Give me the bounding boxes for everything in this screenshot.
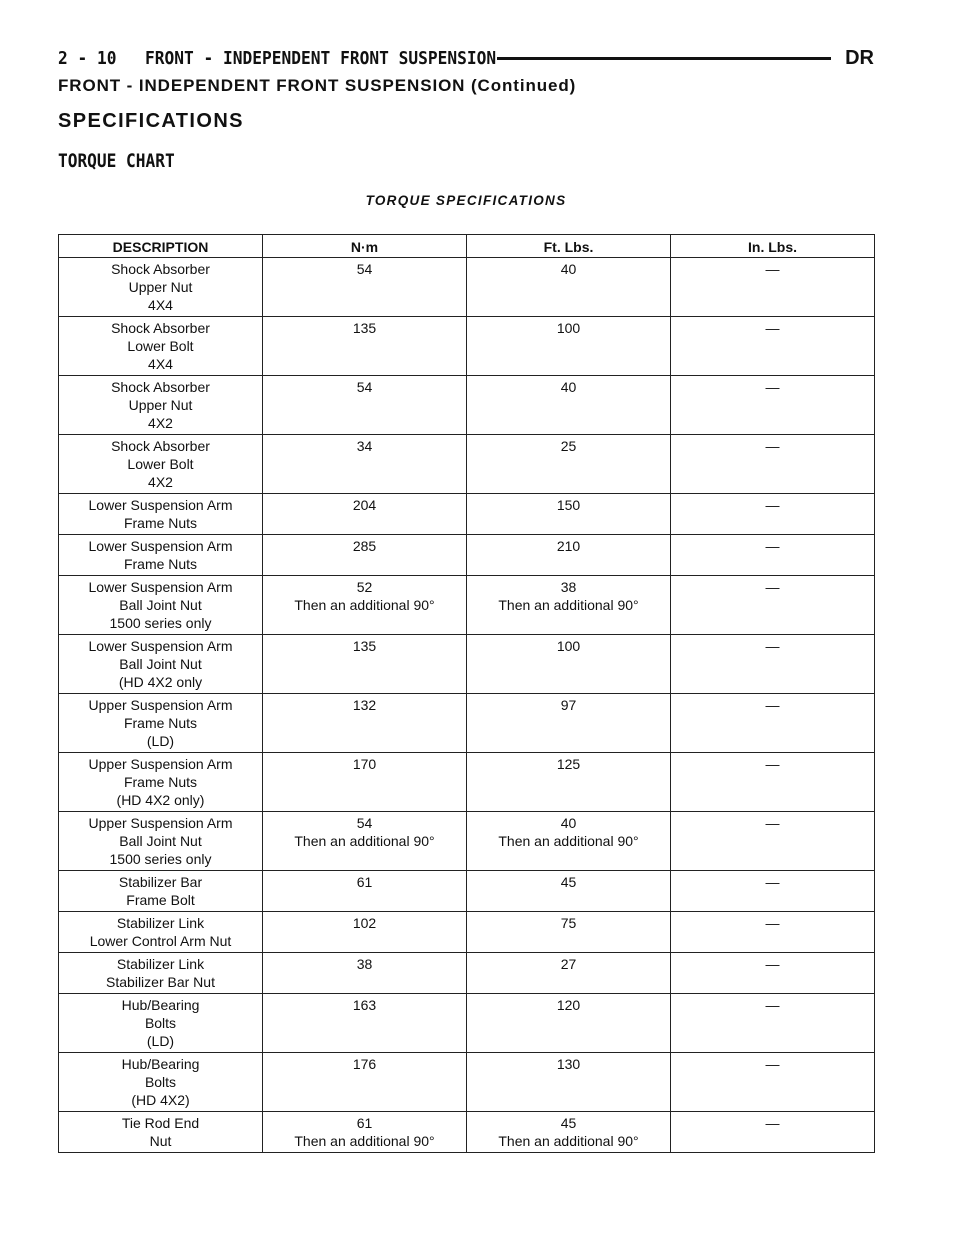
cell-nm — [263, 753, 467, 812]
table-row — [59, 753, 875, 812]
cell-ftlbs — [467, 694, 671, 753]
cell-line: Then an additional 90° — [294, 597, 435, 613]
cell-line: (HD 4X2 only) — [116, 792, 205, 808]
cell-line: Then an additional 90° — [498, 597, 639, 613]
page-header — [58, 44, 874, 72]
cell-description — [59, 317, 263, 376]
cell-line: 100 — [556, 320, 581, 336]
cell-line: 34 — [356, 438, 373, 454]
table-row — [59, 1053, 875, 1112]
cell-inlbs — [671, 258, 875, 317]
cell-line: Bolts — [144, 1015, 177, 1031]
torque-table — [58, 234, 875, 1153]
cell-line: Upper Suspension Arm — [88, 697, 233, 713]
cell-nm — [263, 694, 467, 753]
cell-line: (HD 4X2) — [131, 1092, 190, 1108]
cell-line: 4X4 — [148, 356, 173, 372]
cell-nm — [263, 953, 467, 994]
cell-line: — — [765, 579, 780, 595]
cell-line: — — [765, 497, 780, 513]
table-row — [59, 494, 875, 535]
cell-line: Tie Rod End — [121, 1115, 200, 1131]
cell-line: — — [765, 379, 780, 395]
cell-line: 120 — [556, 997, 581, 1013]
cell-line: 54 — [356, 815, 373, 831]
cell-line: Upper Suspension Arm — [88, 756, 233, 772]
section-title: SPECIFICATIONS — [58, 110, 244, 132]
table-caption: TORQUE SPECIFICATIONS — [365, 193, 567, 208]
cell-nm — [263, 435, 467, 494]
cell-nm — [263, 576, 467, 635]
cell-line: 38 — [356, 956, 373, 972]
cell-inlbs — [671, 753, 875, 812]
cell-ftlbs — [467, 812, 671, 871]
cell-line: 75 — [560, 915, 577, 931]
cell-description — [59, 953, 263, 994]
cell-inlbs — [671, 435, 875, 494]
cell-line: 52 — [356, 579, 373, 595]
cell-inlbs — [671, 376, 875, 435]
cell-line: — — [765, 756, 780, 772]
cell-line: 204 — [352, 497, 377, 513]
cell-nm — [263, 912, 467, 953]
cell-line: 61 — [356, 1115, 373, 1131]
cell-line: — — [765, 320, 780, 336]
cell-line: Shock Absorber — [111, 379, 210, 395]
cell-line: — — [765, 874, 780, 890]
cell-line: Nut — [149, 1133, 172, 1149]
table-row — [59, 871, 875, 912]
cell-ftlbs — [467, 953, 671, 994]
cell-line: Then an additional 90° — [498, 833, 639, 849]
cell-line: — — [765, 915, 780, 931]
cell-line: — — [765, 538, 780, 554]
cell-line: 1500 series only — [109, 851, 212, 867]
cell-nm — [263, 812, 467, 871]
cell-line: 54 — [356, 261, 373, 277]
table-row — [59, 953, 875, 994]
cell-inlbs — [671, 1053, 875, 1112]
cell-line: 163 — [352, 997, 377, 1013]
table-row — [59, 258, 875, 317]
cell-line: 135 — [352, 320, 377, 336]
column-header-ftlbs: Ft. Lbs. — [467, 235, 671, 258]
cell-line: Stabilizer Bar Nut — [106, 974, 215, 990]
cell-inlbs — [671, 994, 875, 1053]
cell-line: 4X4 — [148, 297, 173, 313]
cell-ftlbs — [467, 258, 671, 317]
cell-nm — [263, 871, 467, 912]
cell-line: 38 — [560, 579, 577, 595]
cell-description — [59, 753, 263, 812]
table-row — [59, 635, 875, 694]
cell-ftlbs — [467, 376, 671, 435]
cell-inlbs — [671, 576, 875, 635]
cell-line: 1500 series only — [109, 615, 212, 631]
cell-line: 132 — [352, 697, 377, 713]
cell-line: 150 — [556, 497, 581, 513]
cell-line: 4X2 — [148, 415, 173, 431]
cell-nm — [263, 494, 467, 535]
cell-ftlbs — [467, 435, 671, 494]
cell-line: Then an additional 90° — [498, 1133, 639, 1149]
header-rule — [497, 57, 831, 60]
cell-description — [59, 376, 263, 435]
cell-line: 125 — [556, 756, 581, 772]
table-row — [59, 576, 875, 635]
cell-line: — — [765, 438, 780, 454]
cell-line: Shock Absorber — [111, 261, 210, 277]
cell-line: Shock Absorber — [111, 320, 210, 336]
cell-inlbs — [671, 317, 875, 376]
cell-nm — [263, 635, 467, 694]
cell-line: 210 — [556, 538, 581, 554]
table-row — [59, 435, 875, 494]
cell-line: Frame Bolt — [126, 892, 195, 908]
cell-line: Lower Bolt — [127, 456, 194, 472]
cell-description — [59, 912, 263, 953]
cell-line: 61 — [356, 874, 373, 890]
cell-line: — — [765, 815, 780, 831]
table-row — [59, 912, 875, 953]
cell-inlbs — [671, 912, 875, 953]
cell-ftlbs — [467, 912, 671, 953]
cell-description — [59, 494, 263, 535]
cell-description — [59, 694, 263, 753]
cell-line: — — [765, 638, 780, 654]
cell-ftlbs — [467, 753, 671, 812]
cell-description — [59, 435, 263, 494]
cell-nm — [263, 994, 467, 1053]
cell-line: — — [765, 997, 780, 1013]
cell-line: Stabilizer Link — [116, 915, 205, 931]
cell-line: 285 — [352, 538, 377, 554]
cell-line: 40 — [560, 261, 577, 277]
cell-line: (HD 4X2 only — [118, 674, 203, 690]
cell-nm — [263, 1053, 467, 1112]
cell-line: 45 — [560, 1115, 577, 1131]
cell-line: Upper Nut — [128, 279, 193, 295]
table-header-row — [59, 235, 875, 258]
cell-line: Frame Nuts — [123, 774, 198, 790]
cell-description — [59, 1053, 263, 1112]
cell-line: 40 — [560, 815, 577, 831]
cell-description — [59, 635, 263, 694]
cell-inlbs — [671, 1112, 875, 1153]
continued-title: FRONT - INDEPENDENT FRONT SUSPENSION (Continued) — [58, 76, 577, 95]
cell-description — [59, 994, 263, 1053]
cell-description — [59, 576, 263, 635]
table-row — [59, 994, 875, 1053]
table-row — [59, 317, 875, 376]
cell-line: Stabilizer Link — [116, 956, 205, 972]
cell-line: 27 — [560, 956, 577, 972]
cell-inlbs — [671, 694, 875, 753]
cell-line: Lower Suspension Arm — [88, 579, 233, 595]
header-title: FRONT - INDEPENDENT FRONT SUSPENSION — [145, 47, 497, 69]
cell-line: Bolts — [144, 1074, 177, 1090]
cell-line: 100 — [556, 638, 581, 654]
table-row — [59, 812, 875, 871]
table-row — [59, 535, 875, 576]
cell-line: Ball Joint Nut — [119, 597, 202, 613]
cell-line: Frame Nuts — [123, 715, 198, 731]
subsection-title: TORQUE CHART — [58, 150, 175, 172]
cell-ftlbs — [467, 994, 671, 1053]
column-header-nm: N·m — [263, 235, 467, 258]
cell-nm — [263, 317, 467, 376]
cell-description — [59, 871, 263, 912]
cell-inlbs — [671, 953, 875, 994]
cell-line: Ball Joint Nut — [119, 656, 202, 672]
table-row — [59, 1112, 875, 1153]
cell-line: 40 — [560, 379, 577, 395]
cell-ftlbs — [467, 576, 671, 635]
cell-description — [59, 1112, 263, 1153]
cell-line: 25 — [560, 438, 577, 454]
cell-line: 135 — [352, 638, 377, 654]
table-body — [59, 258, 875, 1153]
cell-line: Stabilizer Bar — [118, 874, 203, 890]
cell-inlbs — [671, 535, 875, 576]
cell-line: Upper Nut — [128, 397, 193, 413]
cell-line: 97 — [560, 697, 577, 713]
cell-line: Lower Suspension Arm — [88, 538, 233, 554]
cell-nm — [263, 258, 467, 317]
cell-line: Frame Nuts — [123, 556, 198, 572]
table-row — [59, 376, 875, 435]
cell-line: — — [765, 697, 780, 713]
cell-line: Then an additional 90° — [294, 833, 435, 849]
cell-line: (LD) — [146, 1033, 175, 1049]
cell-line: — — [765, 261, 780, 277]
cell-line: 170 — [352, 756, 377, 772]
cell-nm — [263, 376, 467, 435]
cell-ftlbs — [467, 1053, 671, 1112]
cell-line: Hub/Bearing — [121, 997, 200, 1013]
cell-line: 45 — [560, 874, 577, 890]
cell-ftlbs — [467, 1112, 671, 1153]
cell-description — [59, 812, 263, 871]
cell-line: Lower Suspension Arm — [88, 638, 233, 654]
cell-line: Lower Bolt — [127, 338, 194, 354]
page-number: 2 - 10 — [58, 47, 117, 69]
header-code: DR — [845, 46, 874, 69]
cell-line: — — [765, 956, 780, 972]
cell-description — [59, 258, 263, 317]
cell-line: 4X2 — [148, 474, 173, 490]
cell-line: Lower Control Arm Nut — [89, 933, 232, 949]
cell-ftlbs — [467, 535, 671, 576]
cell-line: Shock Absorber — [111, 438, 210, 454]
cell-line: 102 — [352, 915, 377, 931]
cell-inlbs — [671, 812, 875, 871]
cell-line: Ball Joint Nut — [119, 833, 202, 849]
cell-ftlbs — [467, 317, 671, 376]
cell-ftlbs — [467, 635, 671, 694]
cell-inlbs — [671, 494, 875, 535]
cell-line: Upper Suspension Arm — [88, 815, 233, 831]
cell-inlbs — [671, 871, 875, 912]
column-header-description: DESCRIPTION — [59, 235, 263, 258]
cell-description — [59, 535, 263, 576]
cell-line: — — [765, 1115, 780, 1131]
cell-inlbs — [671, 635, 875, 694]
cell-ftlbs — [467, 494, 671, 535]
column-header-inlbs: In. Lbs. — [671, 235, 875, 258]
cell-line: 130 — [556, 1056, 581, 1072]
cell-line: — — [765, 1056, 780, 1072]
cell-nm — [263, 1112, 467, 1153]
cell-nm — [263, 535, 467, 576]
table-row — [59, 694, 875, 753]
cell-ftlbs — [467, 871, 671, 912]
cell-line: Lower Suspension Arm — [88, 497, 233, 513]
cell-line: Hub/Bearing — [121, 1056, 200, 1072]
cell-line: 176 — [352, 1056, 377, 1072]
cell-line: Frame Nuts — [123, 515, 198, 531]
cell-line: (LD) — [146, 733, 175, 749]
cell-line: Then an additional 90° — [294, 1133, 435, 1149]
cell-line: 54 — [356, 379, 373, 395]
